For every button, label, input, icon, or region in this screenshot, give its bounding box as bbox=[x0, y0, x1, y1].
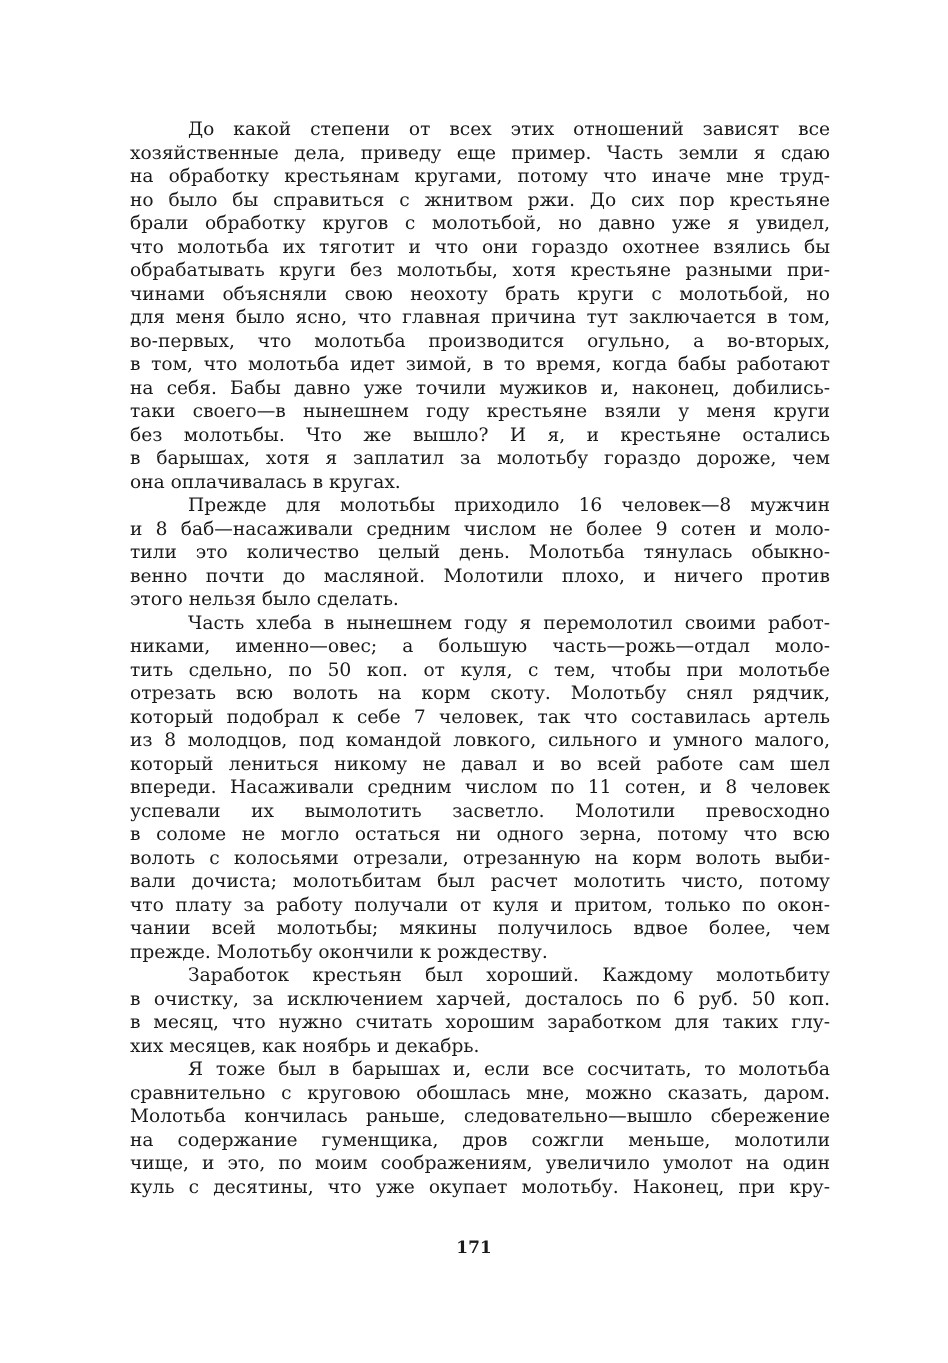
text-line: обрабатывать круги без молотьбы, хотя крестьяне разными при- bbox=[130, 260, 830, 281]
text-line: Молотьба кончилась раньше, следовательно—вышло сбережение bbox=[130, 1106, 830, 1127]
text-line: в месяц, что нужно считать хорошим заработком для таких глу- bbox=[130, 1012, 830, 1033]
text-line: из 8 молодцов, под командой ловкого, сильного и умного малого, bbox=[130, 730, 830, 751]
text-line: тить сдельно, по 50 коп. от куля, с тем, чтобы при молотьбе bbox=[130, 659, 830, 681]
text-line: что молотьба их тяготит и что они гораздо охотнее взялись бы bbox=[130, 236, 830, 258]
body-text bbox=[130, 118, 830, 1199]
text-line: но было бы справиться с жнитвом ржи. До сих пор крестьяне bbox=[130, 189, 830, 211]
text-line: в том, что молотьба идет зимой, в то время, когда бабы работают bbox=[130, 354, 830, 375]
text-line: чании всей молотьбы; мякины получилось вдвое более, чем bbox=[130, 918, 830, 939]
text-line: таки своего—в нынешнем году крестьяне взяли у меня круги bbox=[130, 401, 830, 422]
text-line: в очистку, за исключением харчей, досталось по 6 руб. 50 коп. bbox=[130, 988, 830, 1010]
text-line: никами, именно—овес; а большую часть—рожь—отдал моло- bbox=[130, 636, 830, 657]
text-line: куль с десятины, что уже окупает молотьбу. Наконец, при кру- bbox=[130, 1176, 830, 1198]
text-line: она оплачивалась в кругах. bbox=[130, 471, 401, 493]
text-line: вали дочиста; молотьбитам был расчет молотить чисто, потому bbox=[130, 871, 830, 892]
paragraph bbox=[130, 964, 830, 1058]
text-line: Я тоже был в барышах и, если все сосчитать, то молотьба bbox=[188, 1059, 830, 1080]
paragraph bbox=[130, 612, 830, 965]
paragraph bbox=[130, 118, 830, 494]
text-line: хих месяцев, как ноябрь и декабрь. bbox=[130, 1035, 480, 1057]
text-line: Часть хлеба в нынешнем году я перемолотил своими работ- bbox=[188, 612, 830, 634]
text-line: хозяйственные дела, приведу еще пример. Часть земли я сдаю bbox=[130, 142, 830, 164]
text-line: для меня было ясно, что главная причина тут заключается в том, bbox=[130, 307, 830, 328]
page-number: 171 bbox=[456, 1238, 492, 1258]
text-line: сравнительно с круговою обошлась мне, можно сказать, даром. bbox=[130, 1082, 830, 1104]
text-line: который подобрал к себе 7 человек, так что составилась артель bbox=[130, 706, 830, 728]
text-line: прежде. Молотьбу окончили к рождеству. bbox=[130, 941, 548, 963]
text-line: впереди. Насаживали средним числом по 11 сотен, и 8 человек bbox=[130, 777, 830, 798]
text-line: волоть с колосьями отрезали, отрезанную на корм волоть выби- bbox=[130, 847, 830, 869]
text-line: во-первых, что молотьба производится огульно, а во-вторых, bbox=[130, 330, 830, 352]
text-line: на себя. Бабы давно уже точили мужиков и, наконец, добились- bbox=[130, 377, 830, 399]
text-line: в соломе не могло остаться ни одного зерна, потому что всю bbox=[130, 824, 830, 845]
text-line: тили это количество целый день. Молотьба тянулась обыкно- bbox=[130, 542, 830, 563]
text-line: в барышах, хотя я заплатил за молотьбу гораздо дороже, чем bbox=[130, 448, 830, 469]
text-line: этого нельзя было сделать. bbox=[130, 589, 399, 610]
text-line: чинами объясняли свою неохоту брать круги с молотьбой, но bbox=[130, 283, 830, 305]
paragraph bbox=[130, 494, 830, 612]
text-line: который лениться никому не давал и во всей работе сам шел bbox=[130, 753, 830, 775]
text-line: Прежде для молотьбы приходило 16 человек—8 мужчин bbox=[188, 495, 830, 516]
text-line: на содержание гуменщика, дров сожгли меньше, молотили bbox=[130, 1129, 830, 1151]
text-line: на обработку крестьянам кругами, потому что иначе мне труд- bbox=[130, 166, 830, 187]
text-line: и 8 баб—насаживали средним числом не более 9 сотен и моло- bbox=[130, 518, 830, 540]
text-line: без молотьбы. Что же вышло? И я, и крестьяне остались bbox=[130, 424, 830, 446]
paragraph bbox=[130, 1058, 830, 1199]
text-line: До какой степени от всех этих отношений зависят все bbox=[188, 119, 830, 140]
text-line: что плату за работу получали от куля и притом, только по окон- bbox=[130, 894, 830, 916]
text-line: чище, и это, по моим соображениям, увеличило умолот на один bbox=[130, 1153, 830, 1174]
text-line: успевали их вымолотить засветло. Молотили превосходно bbox=[130, 800, 830, 822]
text-line: брали обработку кругов с молотьбой, но давно уже я увидел, bbox=[130, 213, 830, 234]
text-line: отрезать всю волоть на корм скоту. Молотьбу снял рядчик, bbox=[130, 683, 830, 704]
text-line: Заработок крестьян был хороший. Каждому молотьбиту bbox=[188, 965, 830, 986]
text-line: венно почти до масляной. Молотили плохо, и ничего против bbox=[130, 565, 830, 587]
